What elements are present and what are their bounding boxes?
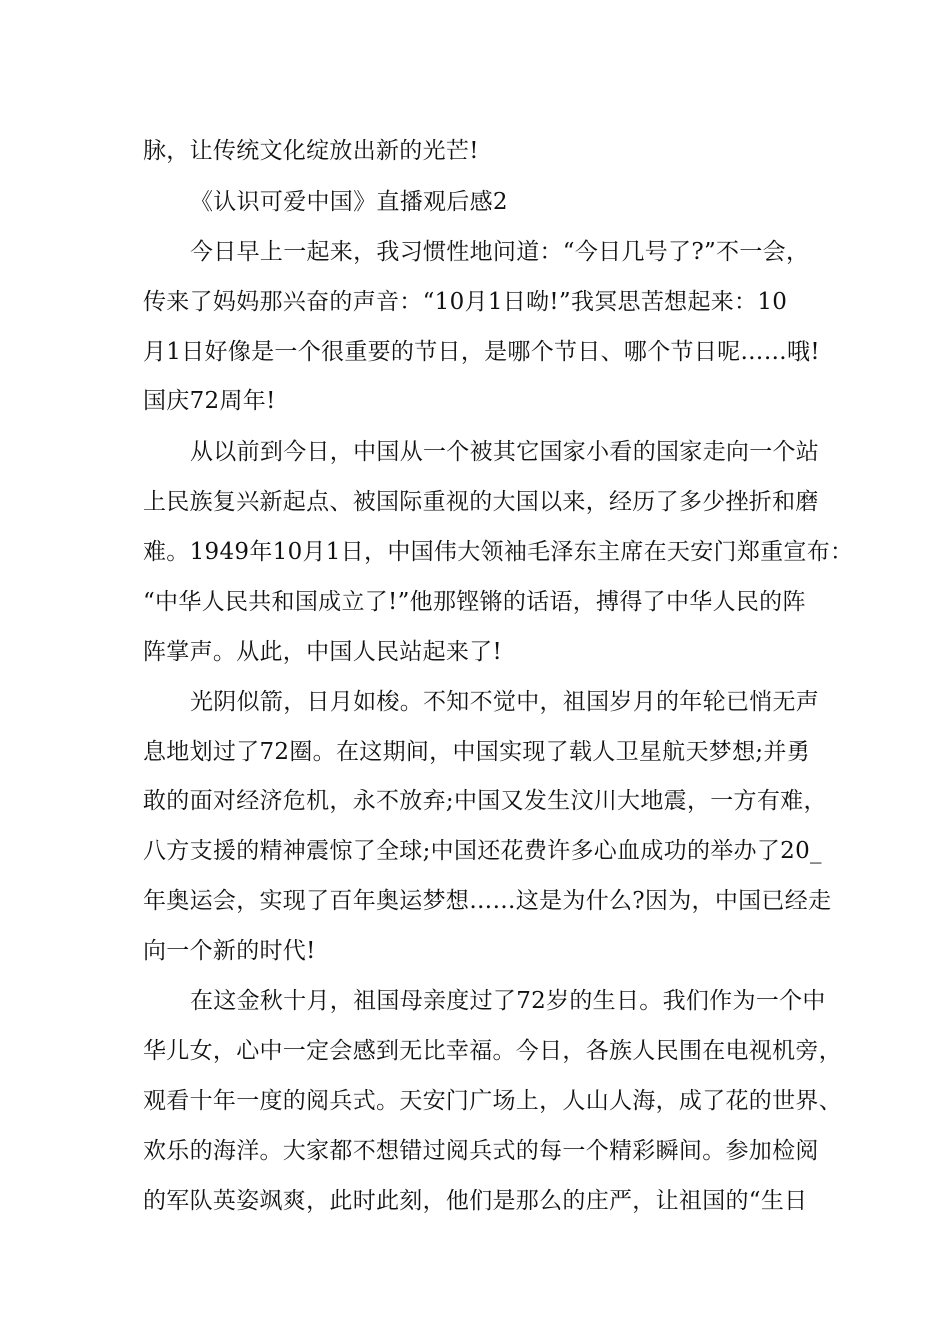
text-line: 传来了妈妈那兴奋的声音：“10月1日呦!”我冥思苦想起来：10 <box>143 289 788 315</box>
text-line: 华儿女，心中一定会感到无比幸福。今日，各族人民围在电视机旁， <box>143 1038 842 1064</box>
text-line: 难。1949年10月1日，中国伟大领袖毛泽东主席在天安门郑重宣布： <box>143 539 854 565</box>
text-line: 在这金秋十月，祖国母亲度过了72岁的生日。我们作为一个中 <box>190 988 826 1014</box>
text-line: 月1日好像是一个很重要的节日，是哪个节日、哪个节日呢……哦! <box>143 339 820 365</box>
section-heading: 《认识可爱中国》直播观后感2 <box>190 189 508 215</box>
text-line: 从以前到今日，中国从一个被其它国家小看的国家走向一个站 <box>190 439 820 465</box>
text-line: 观看十年一度的阅兵式。天安门广场上，人山人海，成了花的世界、 <box>143 1088 842 1114</box>
text-line: 阵掌声。从此，中国人民站起来了! <box>143 639 503 665</box>
text-line: 欢乐的海洋。大家都不想错过阅兵式的每一个精彩瞬间。参加检阅 <box>143 1138 819 1164</box>
text-line: 国庆72周年! <box>143 388 276 414</box>
text-line: 的军队英姿飒爽，此时此刻，他们是那么的庄严，让祖国的“生日 <box>143 1188 808 1214</box>
text-line: 息地划过了72圈。在这期间，中国实现了载人卫星航天梦想;并勇 <box>143 739 811 765</box>
text-line: 光阴似箭，日月如梭。不知不觉中，祖国岁月的年轮已悄无声 <box>190 689 820 715</box>
text-line: “中华人民共和国成立了!”他那铿锵的话语，搏得了中华人民的阵 <box>143 589 806 615</box>
text-line: 八方支援的精神震惊了全球;中国还花费许多心血成功的举办了20_ <box>143 838 822 864</box>
text-line: 年奥运会，实现了百年奥运梦想……这是为什么?因为，中国已经走 <box>143 888 832 914</box>
text-line: 脉，让传统文化绽放出新的光芒! <box>143 138 479 164</box>
text-line: 今日早上一起来，我习惯性地问道：“今日几号了?”不一会， <box>190 239 810 265</box>
text-line: 敢的面对经济危机，永不放弃;中国又发生汶川大地震，一方有难， <box>143 788 827 814</box>
text-line: 上民族复兴新起点、被国际重视的大国以来，经历了多少挫折和磨 <box>143 489 819 515</box>
text-line: 向一个新的时代! <box>143 938 316 964</box>
